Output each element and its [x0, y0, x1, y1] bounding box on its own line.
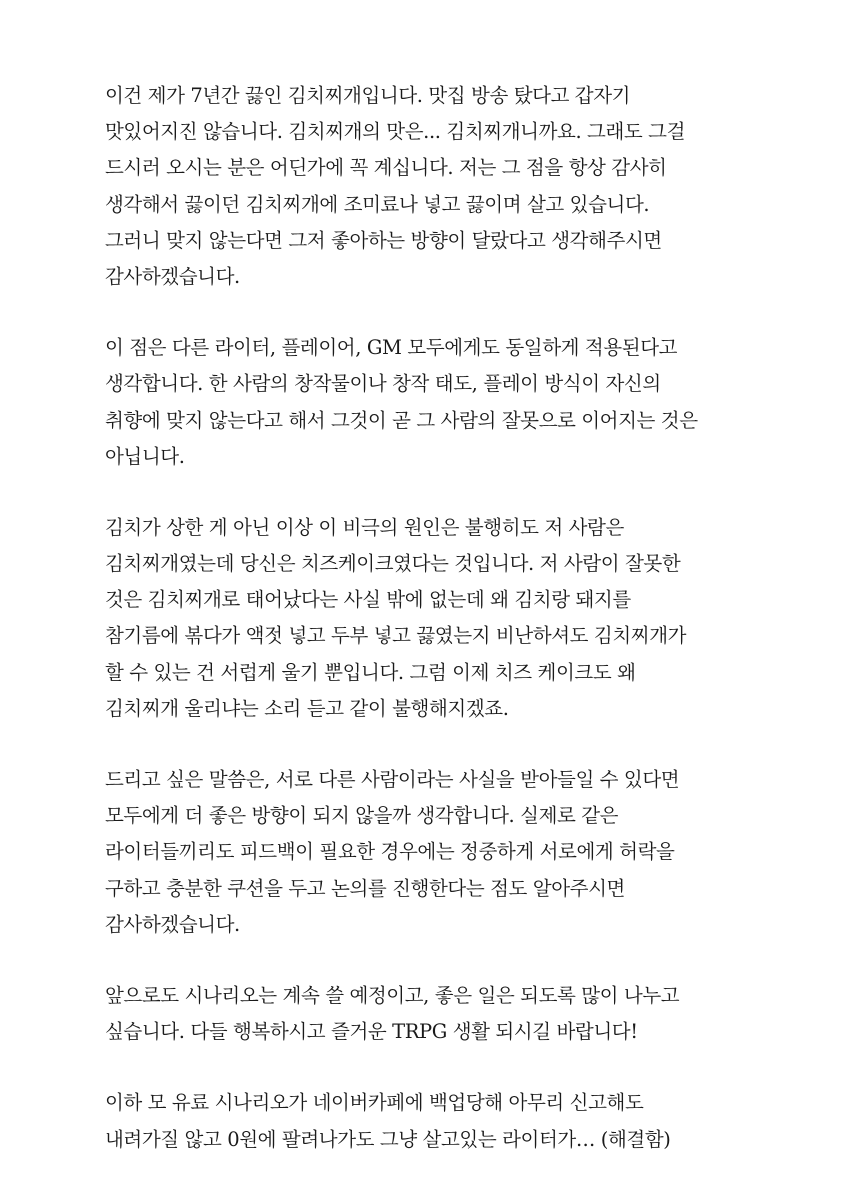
text-line: 것은 김치찌개로 태어났다는 사실 밖에 없는데 왜 김치랑 돼지를 [105, 588, 631, 612]
text-line: 생각해서 끓이던 김치찌개에 조미료나 넣고 끓이며 살고 있습니다. [105, 192, 650, 216]
text-line: 감사하겠습니다. [105, 264, 240, 288]
document-body [105, 78, 765, 1158]
text-line: 내려가질 않고 0원에 팔려나가도 그냥 살고있는 라이터가… (해결함) [105, 1127, 671, 1151]
text-line: 구하고 충분한 쿠션을 두고 논의를 진행한다는 점도 알아주시면 [105, 876, 625, 900]
paragraph-kimchi-stew [105, 78, 765, 295]
text-line: 라이터들끼리도 피드백이 필요한 경우에는 정중하게 서로에게 허락을 [105, 840, 675, 864]
text-line: 아닙니다. [105, 444, 185, 468]
paragraph-gap [105, 943, 765, 978]
text-line: 맛있어지진 않습니다. 김치찌개의 맛은... 김치찌개니까요. 그래도 그걸 [105, 120, 686, 144]
text-line: 생각합니다. 한 사람의 창작물이나 창작 태도, 플레이 방식이 자신의 [105, 372, 661, 396]
text-line: 감사하겠습니다. [105, 912, 240, 936]
paragraph-gap [105, 475, 765, 510]
text-line: 드리고 싶은 말씀은, 서로 다른 사람이라는 사실을 받아들일 수 있다면 [105, 768, 680, 791]
paragraph-future [105, 978, 765, 1050]
paragraph-signoff [105, 1085, 765, 1157]
text-line: 취향에 맞지 않는다고 해서 그것이 곧 그 사람의 잘못으로 이어지는 것은 [105, 408, 698, 432]
text-line: 할 수 있는 건 서럽게 울기 뿐입니다. 그럼 이제 치즈 케이크도 왜 [105, 660, 636, 684]
paragraph-gap [105, 295, 765, 330]
text-line: 김치찌개였는데 당신은 치즈케이크였다는 것입니다. 저 사람이 잘못한 [105, 552, 681, 576]
paragraph-gap [105, 1050, 765, 1085]
text-line: 그러니 맞지 않는다면 그저 좋아하는 방향이 달랐다고 생각해주시면 [105, 228, 662, 252]
text-line: 이 점은 다른 라이터, 플레이어, GM 모두에게도 동일하게 적용된다고 [105, 336, 678, 360]
text-line: 드시러 오시는 분은 어딘가에 꼭 계십니다. 저는 그 점을 항상 감사히 [105, 156, 667, 180]
text-line: 참기름에 볶다가 액젓 넣고 두부 넣고 끓였는지 비난하셔도 김치찌개가 [105, 624, 687, 648]
text-line: 이하 모 유료 시나리오가 네이버카페에 백업당해 아무리 신고해도 [105, 1091, 644, 1115]
paragraph-applies-to-all [105, 330, 765, 475]
text-line: 싶습니다. 다들 행복하시고 즐거운 TRPG 생활 되시길 바랍니다! [105, 1020, 638, 1044]
paragraph-cheesecake [105, 510, 765, 727]
text-line: 모두에게 더 좋은 방향이 되지 않을까 생각합니다. 실제로 같은 [105, 804, 619, 828]
paragraph-gap [105, 727, 765, 762]
text-line: 김치가 상한 게 아닌 이상 이 비극의 원인은 불행히도 저 사람은 [105, 515, 624, 539]
text-line: 이건 제가 7년간 끓인 김치찌개입니다. 맛집 방송 탔다고 갑자기 [105, 84, 631, 107]
paragraph-request [105, 762, 765, 943]
text-line: 앞으로도 시나리오는 계속 쓸 예정이고, 좋은 일은 되도록 많이 나누고 [105, 983, 680, 1007]
text-line: 김치찌개 울리냐는 소리 듣고 같이 불행해지겠죠. [105, 696, 509, 720]
